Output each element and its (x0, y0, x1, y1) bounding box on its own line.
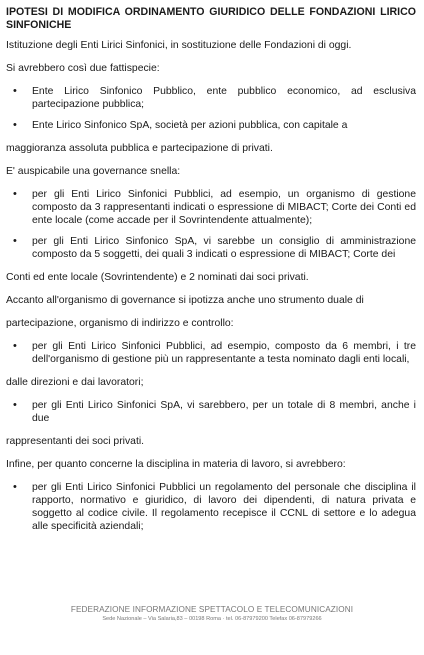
list-item: • per gli Enti Lirico Sinfonico SpA, vi sarebbe un consiglio di amministrazione composto da 5 soggetti, dei quali 3 indicati o espressione di MIBACT; Corte dei (6, 235, 416, 261)
paragraph-intro: Istituzione degli Enti Lirici Sinfonici, in sostituzione delle Fondazioni di oggi. (6, 40, 352, 51)
paragraph-fattispecie: Si avrebbero così due fattispecie: (6, 63, 160, 74)
bullet-list-indirizzo (6, 340, 416, 366)
footer-organization: FEDERAZIONE INFORMAZIONE SPETTACOLO E TELECOMUNICAZIONI (70, 605, 354, 614)
list-item: • Ente Lirico Sinfonico SpA, società per azioni pubblica, con capitale a (6, 119, 416, 132)
page-footer (0, 604, 424, 623)
bullet-list-governance (6, 188, 416, 261)
list-item: • per gli Enti Lirico Sinfonici Pubblici, ad esempio, un organismo di gestione composto da 3 rappresentanti indicati o espressione di MIBACT; Corte dei Conti ed ente locale (come accade per il Sovrintendente attualmente); (6, 188, 416, 227)
bullet-list-spa (6, 399, 416, 425)
paragraph-maggioranza: maggioranza assoluta pubblica e partecipazione di privati. (6, 143, 273, 154)
paragraph-rappresentanti: rappresentanti dei soci privati. (6, 436, 145, 447)
paragraph-partecipazione: partecipazione, organismo di indirizzo e controllo: (6, 318, 234, 329)
list-item: • per gli Enti Lirico Sinfonici SpA, vi sarebbero, per un totale di 8 membri, anche i due (6, 399, 416, 425)
list-item: • Ente Lirico Sinfonico Pubblico, ente pubblico economico, ad esclusiva partecipazione pubblica; (6, 85, 416, 111)
bullet-list-lavoro (6, 481, 416, 533)
paragraph-strumento: Accanto all'organismo di governance si ipotizza anche uno strumento duale di (6, 295, 364, 306)
paragraph-governance: E' auspicabile una governance snella: (6, 166, 181, 177)
paragraph-conti: Conti ed ente locale (Sovrintendente) e 2 nominati dai soci privati. (6, 272, 309, 283)
footer-address: Sede Nazionale – Via Salaria,83 – 00198 Roma · tel. 06-87979200 Telefax 06-87979266 (102, 616, 322, 622)
document-title: IPOTESI DI MODIFICA ORDINAMENTO GIURIDICO DELLE FONDAZIONI LIRICO SINFONICHE (6, 6, 416, 31)
list-item: • per gli Enti Lirico Sinfonici Pubblici un regolamento del personale che disciplina il rapporto, normativo e giuridico, di lavoro dei dipendenti, di natura privata e soggetto al codice civile. Il regolamento recepisce il CCNL di settore e lo adegua alle specificità aziendali; (6, 481, 416, 533)
bullet-list-enti (6, 85, 416, 132)
list-item: • per gli Enti Lirico Sinfonici Pubblici, ad esempio, composto da 6 membri, i tre dell'organismo di gestione più un rappresentante a testa nominato dagli enti locali, (6, 340, 416, 366)
paragraph-lavoro: Infine, per quanto concerne la disciplina in materia di lavoro, si avrebbero: (6, 459, 346, 470)
paragraph-direzioni: dalle direzioni e dai lavoratori; (6, 377, 144, 388)
